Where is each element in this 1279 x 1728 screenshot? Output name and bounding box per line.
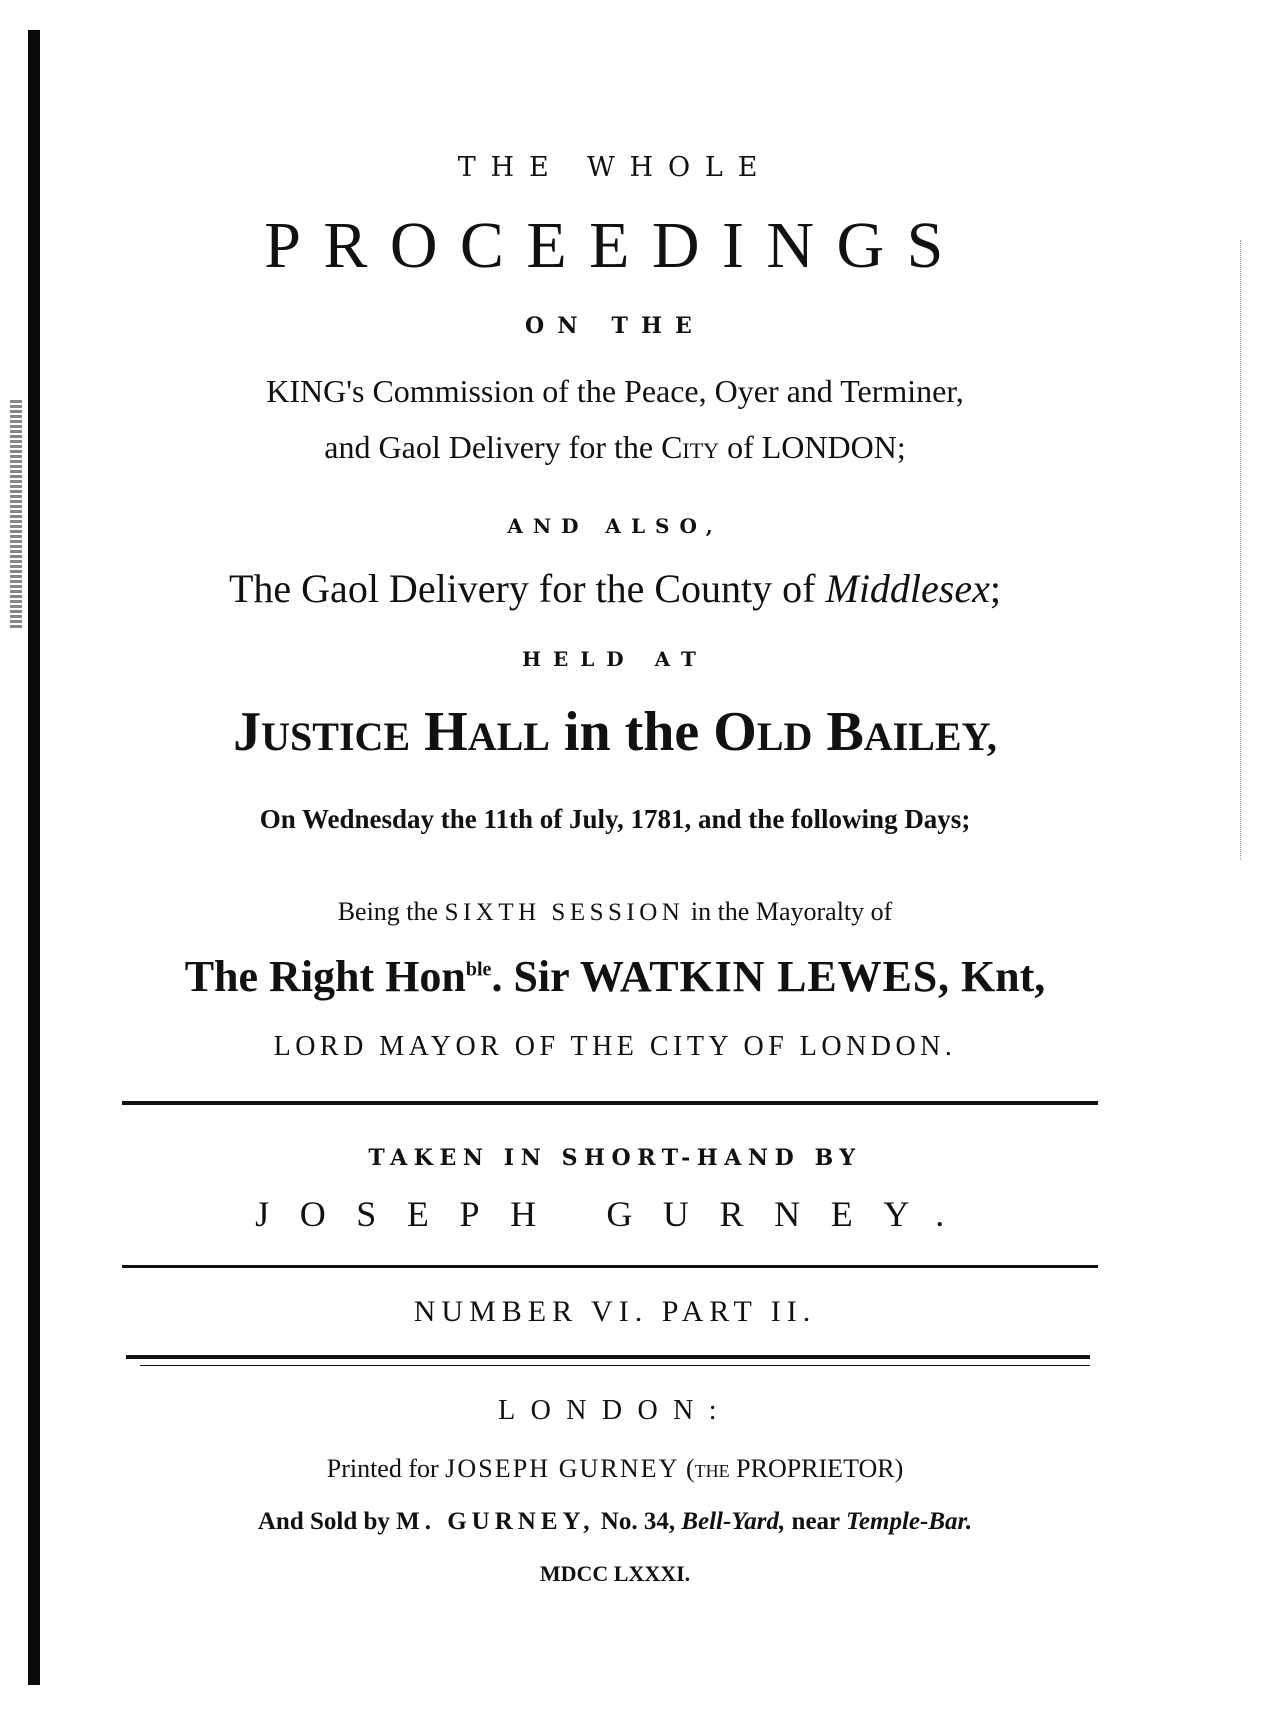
right-sup: ble <box>465 958 492 981</box>
sold-street: Bell-Yard, <box>681 1508 786 1535</box>
right-prefix: The Right Hon <box>184 952 466 1001</box>
binding-edge <box>28 30 40 1685</box>
county-prefix: The Gaol Delivery for the County of <box>228 566 816 611</box>
session-prefix: Being the <box>337 897 439 926</box>
lord-mayor-title: LORD MAYOR OF THE CITY OF LONDON. <box>273 1031 957 1062</box>
printed-suffix: (the PROPRIETOR) <box>686 1454 904 1483</box>
session-line <box>130 897 1100 927</box>
session-number: SIXTH SESSION <box>444 899 685 926</box>
session-suffix: in the Mayoralty of <box>690 897 893 926</box>
justice-in-the: in the <box>563 701 700 763</box>
justice-ustice: USTICE <box>261 714 411 759</box>
binding-wear <box>10 400 22 630</box>
lord-mayor-name-line <box>130 951 1100 1002</box>
right-name: WATKIN LEWES, <box>579 952 950 1001</box>
justice-all: ALL <box>467 714 550 759</box>
sold-prefix: And Sold by <box>257 1508 390 1535</box>
commission-line: KING's Commission of the Peace, Oyer and Terminer, <box>266 373 964 409</box>
sold-place: Temple-Bar. <box>845 1508 973 1535</box>
justice-hall-line <box>130 700 1100 764</box>
heading-held-at: HELD AT <box>522 647 708 671</box>
heading-the-whole: THE WHOLE <box>457 152 773 183</box>
session-date-line: On Wednesday the 11th of July, 1781, and the following Days; <box>259 804 971 834</box>
divider-rule-3 <box>126 1355 1090 1359</box>
gaol-city: City <box>661 429 720 465</box>
gaol-delivery-line <box>130 429 1100 466</box>
justice-j: J <box>233 701 262 763</box>
printed-name: JOSEPH GURNEY <box>445 1454 680 1483</box>
imprint-year: MDCC LXXXI. <box>539 1561 691 1586</box>
printed-prefix: Printed for <box>326 1454 439 1483</box>
sold-number: No. 34, <box>600 1508 676 1535</box>
gaol-prefix: and Gaol Delivery for the <box>324 429 654 465</box>
justice-ld: LD <box>756 714 813 759</box>
imprint-sold-by <box>130 1508 1100 1536</box>
divider-rule-4 <box>140 1365 1090 1366</box>
justice-ailey: AILEY, <box>863 714 997 759</box>
county-name: Middlesex <box>825 566 990 611</box>
justice-o: O <box>713 701 757 763</box>
reporter-name: JOSEPH GURNEY. <box>255 1194 975 1234</box>
county-line <box>130 565 1100 612</box>
imprint-city: LONDON: <box>498 1395 732 1426</box>
divider-rule-2 <box>122 1265 1098 1268</box>
heading-on-the: ON THE <box>524 313 706 339</box>
right-mid: . Sir <box>491 952 569 1001</box>
heading-proceedings: PROCEEDINGS <box>264 209 966 282</box>
divider-rule-1 <box>122 1101 1098 1105</box>
justice-b: B <box>826 701 864 763</box>
right-suffix: Knt, <box>960 952 1046 1001</box>
sold-name: M. GURNEY, <box>396 1508 595 1535</box>
county-suffix: ; <box>989 566 1001 611</box>
taken-by-line: TAKEN IN SHORT-HAND BY <box>368 1145 862 1171</box>
imprint-printed-for <box>130 1454 1100 1484</box>
gaol-of-london: of LONDON; <box>727 429 906 465</box>
number-part-line: NUMBER VI. PART II. <box>413 1295 817 1328</box>
heading-and-also: AND ALSO, <box>507 514 723 538</box>
sold-near: near <box>791 1508 840 1535</box>
scan-specks <box>1240 240 1251 860</box>
justice-h: H <box>424 701 468 763</box>
